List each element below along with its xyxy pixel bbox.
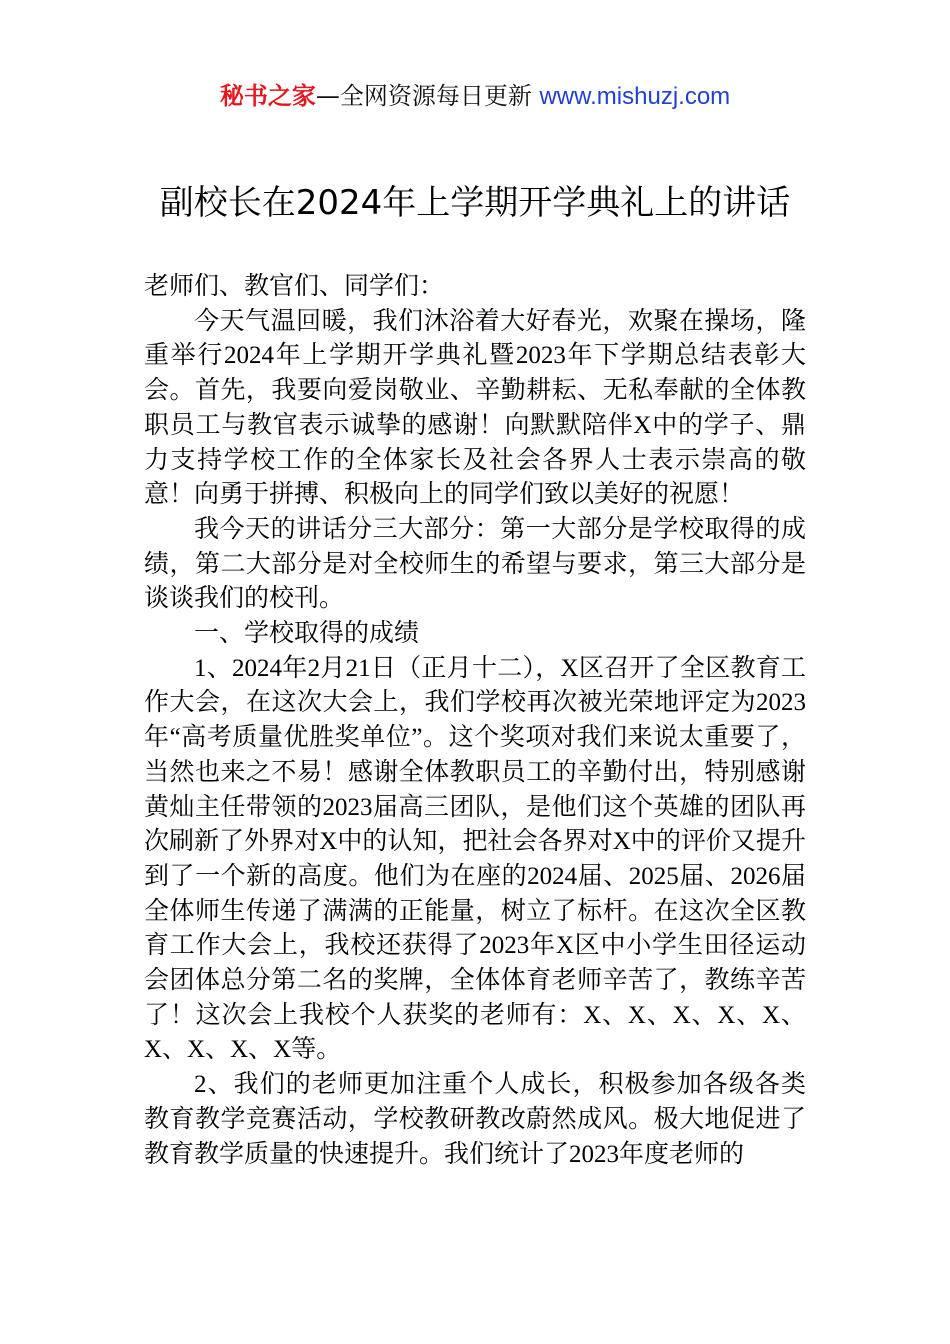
paragraph-achievement-2: 2、我们的老师更加注重个人成长，积极参加各级各类教育教学竞赛活动，学校教研教改蔚然成风。极大地促进了教育教学质量的快速提升。我们统计了2023年度老师的 bbox=[144, 1071, 806, 1168]
section-heading: 一、学校取得的成绩 bbox=[194, 620, 420, 648]
site-header bbox=[0, 78, 950, 115]
salutation: 老师们、教官们、同学们： bbox=[144, 273, 445, 300]
site-url-link[interactable]: www.mishuzj.com bbox=[539, 83, 731, 110]
paragraph-outline: 我今天的讲话分三大部分：第一大部分是学校取得的成绩，第二大部分是对全校师生的希望与要求，第三大部分是谈谈我们的校刊。 bbox=[144, 515, 806, 613]
paragraph-opening: 今天气温回暖，我们沐浴着大好春光，欢聚在操场，隆重举行2024年上学期开学典礼暨2023年下学期总结表彰大会。首先，我要向爱岗敬业、辛勤耕耘、无私奉献的全体教职员工与教官表示诚挚的感谢！向默默陪伴X中的学子、鼎力支持学校工作的全体家长及社会各界人士表示崇高的敬意！向勇于拼搏、积极向上的同学们致以美好的祝愿！ bbox=[144, 307, 806, 509]
document-body bbox=[144, 270, 806, 1172]
document-title: 副校长在2024年上学期开学典礼上的讲话 bbox=[159, 183, 791, 223]
header-tagline: —全网资源每日更新 bbox=[315, 82, 532, 110]
paragraph-achievement-1: 1、2024年2月21日（正月十二），X区召开了全区教育工作大会，在这次大会上，我们学校再次被光荣地评定为2023年“高考质量优胜奖单位”。这个奖项对我们来说太重要了，当然也来之不易！感谢全体教职员工的辛勤付出，特别感谢黄灿主任带领的2023届高三团队，是他们这个英雄的团队再次刷新了外界对X中的认知，把社会各界对X中的评价又提升到了一个新的高度。他们为在座的2024届、2025届、2026届全体师生传递了满满的正能量，树立了标杆。在这次全区教育工作大会上，我校还获得了2023年X区中小学生田径运动会团体总分第二名的奖牌，全体体育老师辛苦了，教练辛苦了！这次会上我校个人获奖的老师有：X、X、X、X、X、X、X、X、X等。 bbox=[144, 654, 806, 1064]
brand-logo-text: 秘书之家 bbox=[219, 82, 316, 110]
